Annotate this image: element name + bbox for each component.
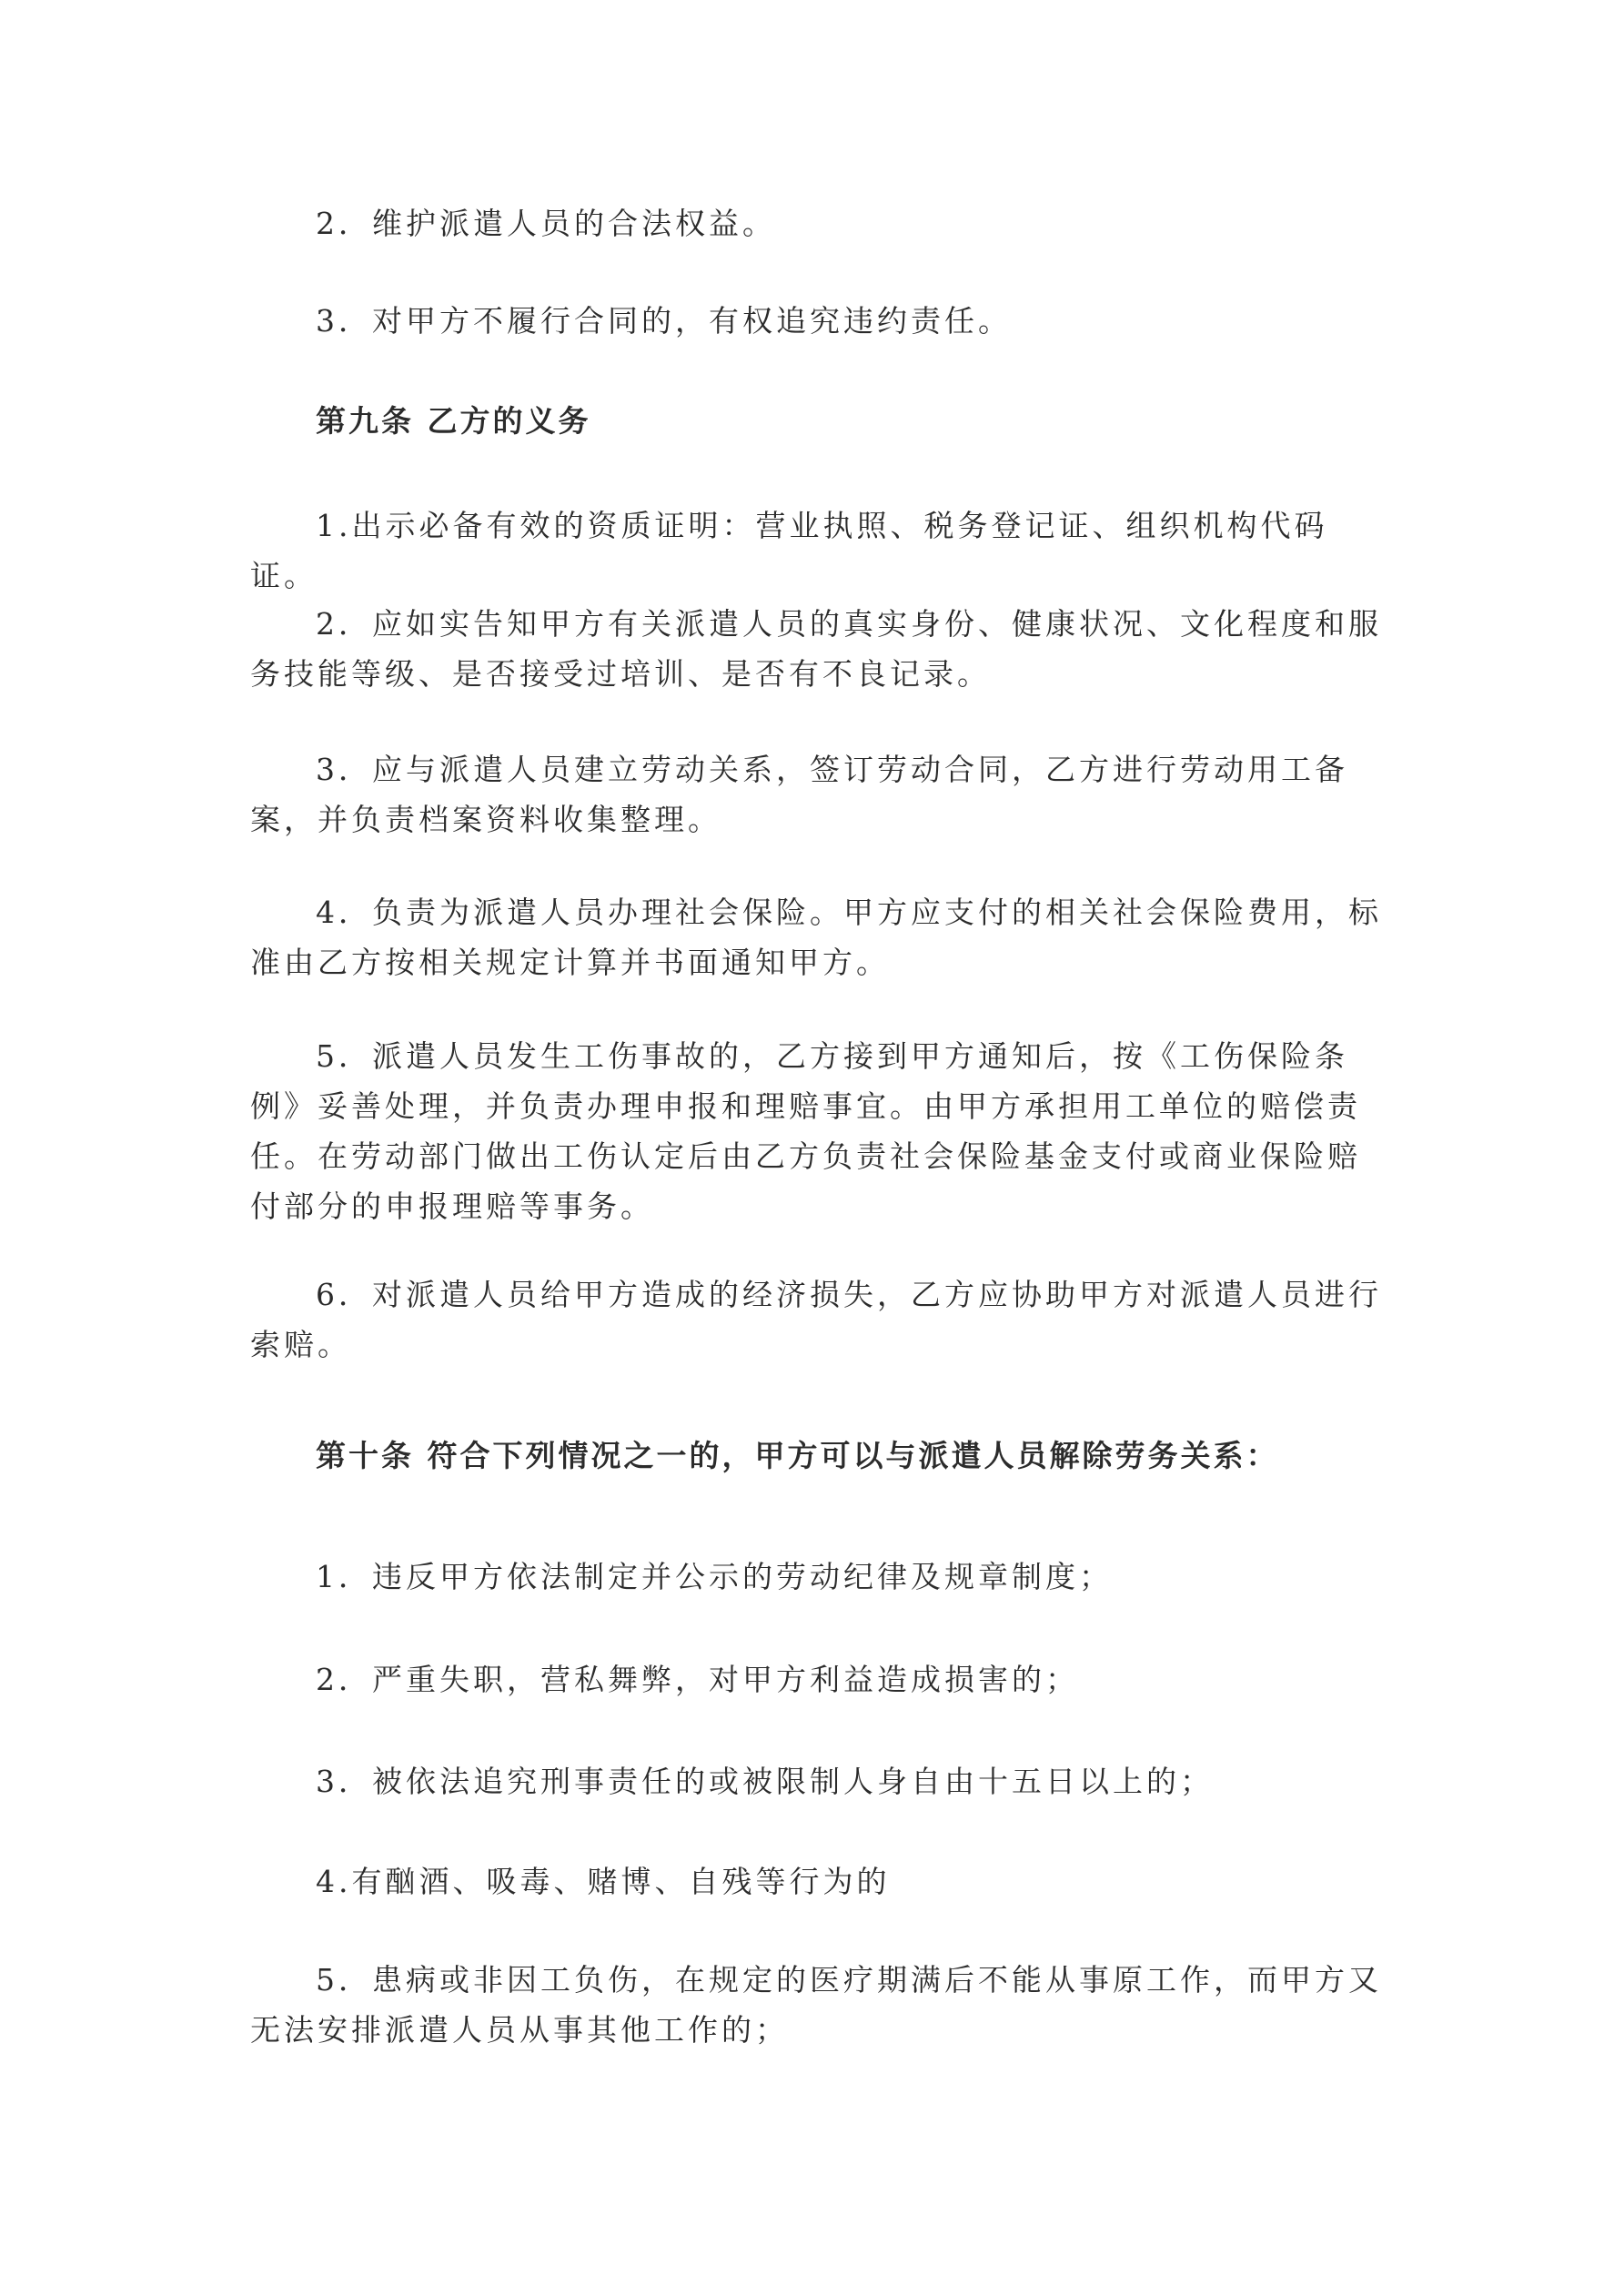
paragraph-article10-item-4: 4.有酗酒、吸毒、赌博、自残等行为的 bbox=[316, 1864, 891, 1899]
paragraph-article10-item-5: 5．患病或非因工负伤，在规定的医疗期满后不能从事原工作，而甲方又无法安排派遣人员从事其他工作的； bbox=[250, 1962, 1382, 2048]
paragraph-article9-item-6: 6．对派遣人员给甲方造成的经济损失，乙方应协助甲方对派遣人员进行索赔。 bbox=[250, 1277, 1382, 1362]
section-heading-article-9: 第九条 乙方的义务 bbox=[316, 403, 591, 439]
paragraph-article9-item-1: 1.出示必备有效的资质证明：营业执照、税务登记证、组织机构代码证。 bbox=[250, 508, 1328, 593]
paragraph-article9-item-2: 2．应如实告知甲方有关派遣人员的真实身份、健康状况、文化程度和服务技能等级、是否接受过培训、是否有不良记录。 bbox=[250, 606, 1382, 692]
paragraph-article10-item-3: 3．被依法追究刑事责任的或被限制人身自由十五日以上的； bbox=[316, 1764, 1214, 1799]
section-heading-article-10: 第十条 符合下列情况之一的，甲方可以与派遣人员解除劳务关系： bbox=[316, 1438, 1279, 1473]
paragraph-article10-item-1: 1．违反甲方依法制定并公示的劳动纪律及规章制度； bbox=[316, 1559, 1113, 1594]
paragraph-article9-item-4: 4．负责为派遣人员办理社会保险。甲方应支付的相关社会保险费用，标准由乙方按相关规定计算并书面通知甲方。 bbox=[250, 895, 1382, 980]
paragraph-article10-item-2: 2．严重失职，营私舞弊，对甲方利益造成损害的； bbox=[316, 1662, 1079, 1697]
paragraph-obligation-3: 3．对甲方不履行合同的，有权追究违约责任。 bbox=[316, 303, 1012, 339]
paragraph-article9-item-5: 5．派遣人员发生工伤事故的，乙方接到甲方通知后，按《工伤保险条例》妥善处理，并负责办理申报和理赔事宜。由甲方承担用工单位的赔偿责任。在劳动部门做出工伤认定后由乙方负责社会保险基金支付或商业保险赔付部分的申报理赔等事务。 bbox=[250, 1038, 1361, 1224]
paragraph-article9-item-3: 3．应与派遣人员建立劳动关系，签订劳动合同，乙方进行劳动用工备案，并负责档案资料收集整理。 bbox=[250, 752, 1348, 837]
paragraph-obligation-2: 2．维护派遣人员的合法权益。 bbox=[316, 206, 776, 241]
